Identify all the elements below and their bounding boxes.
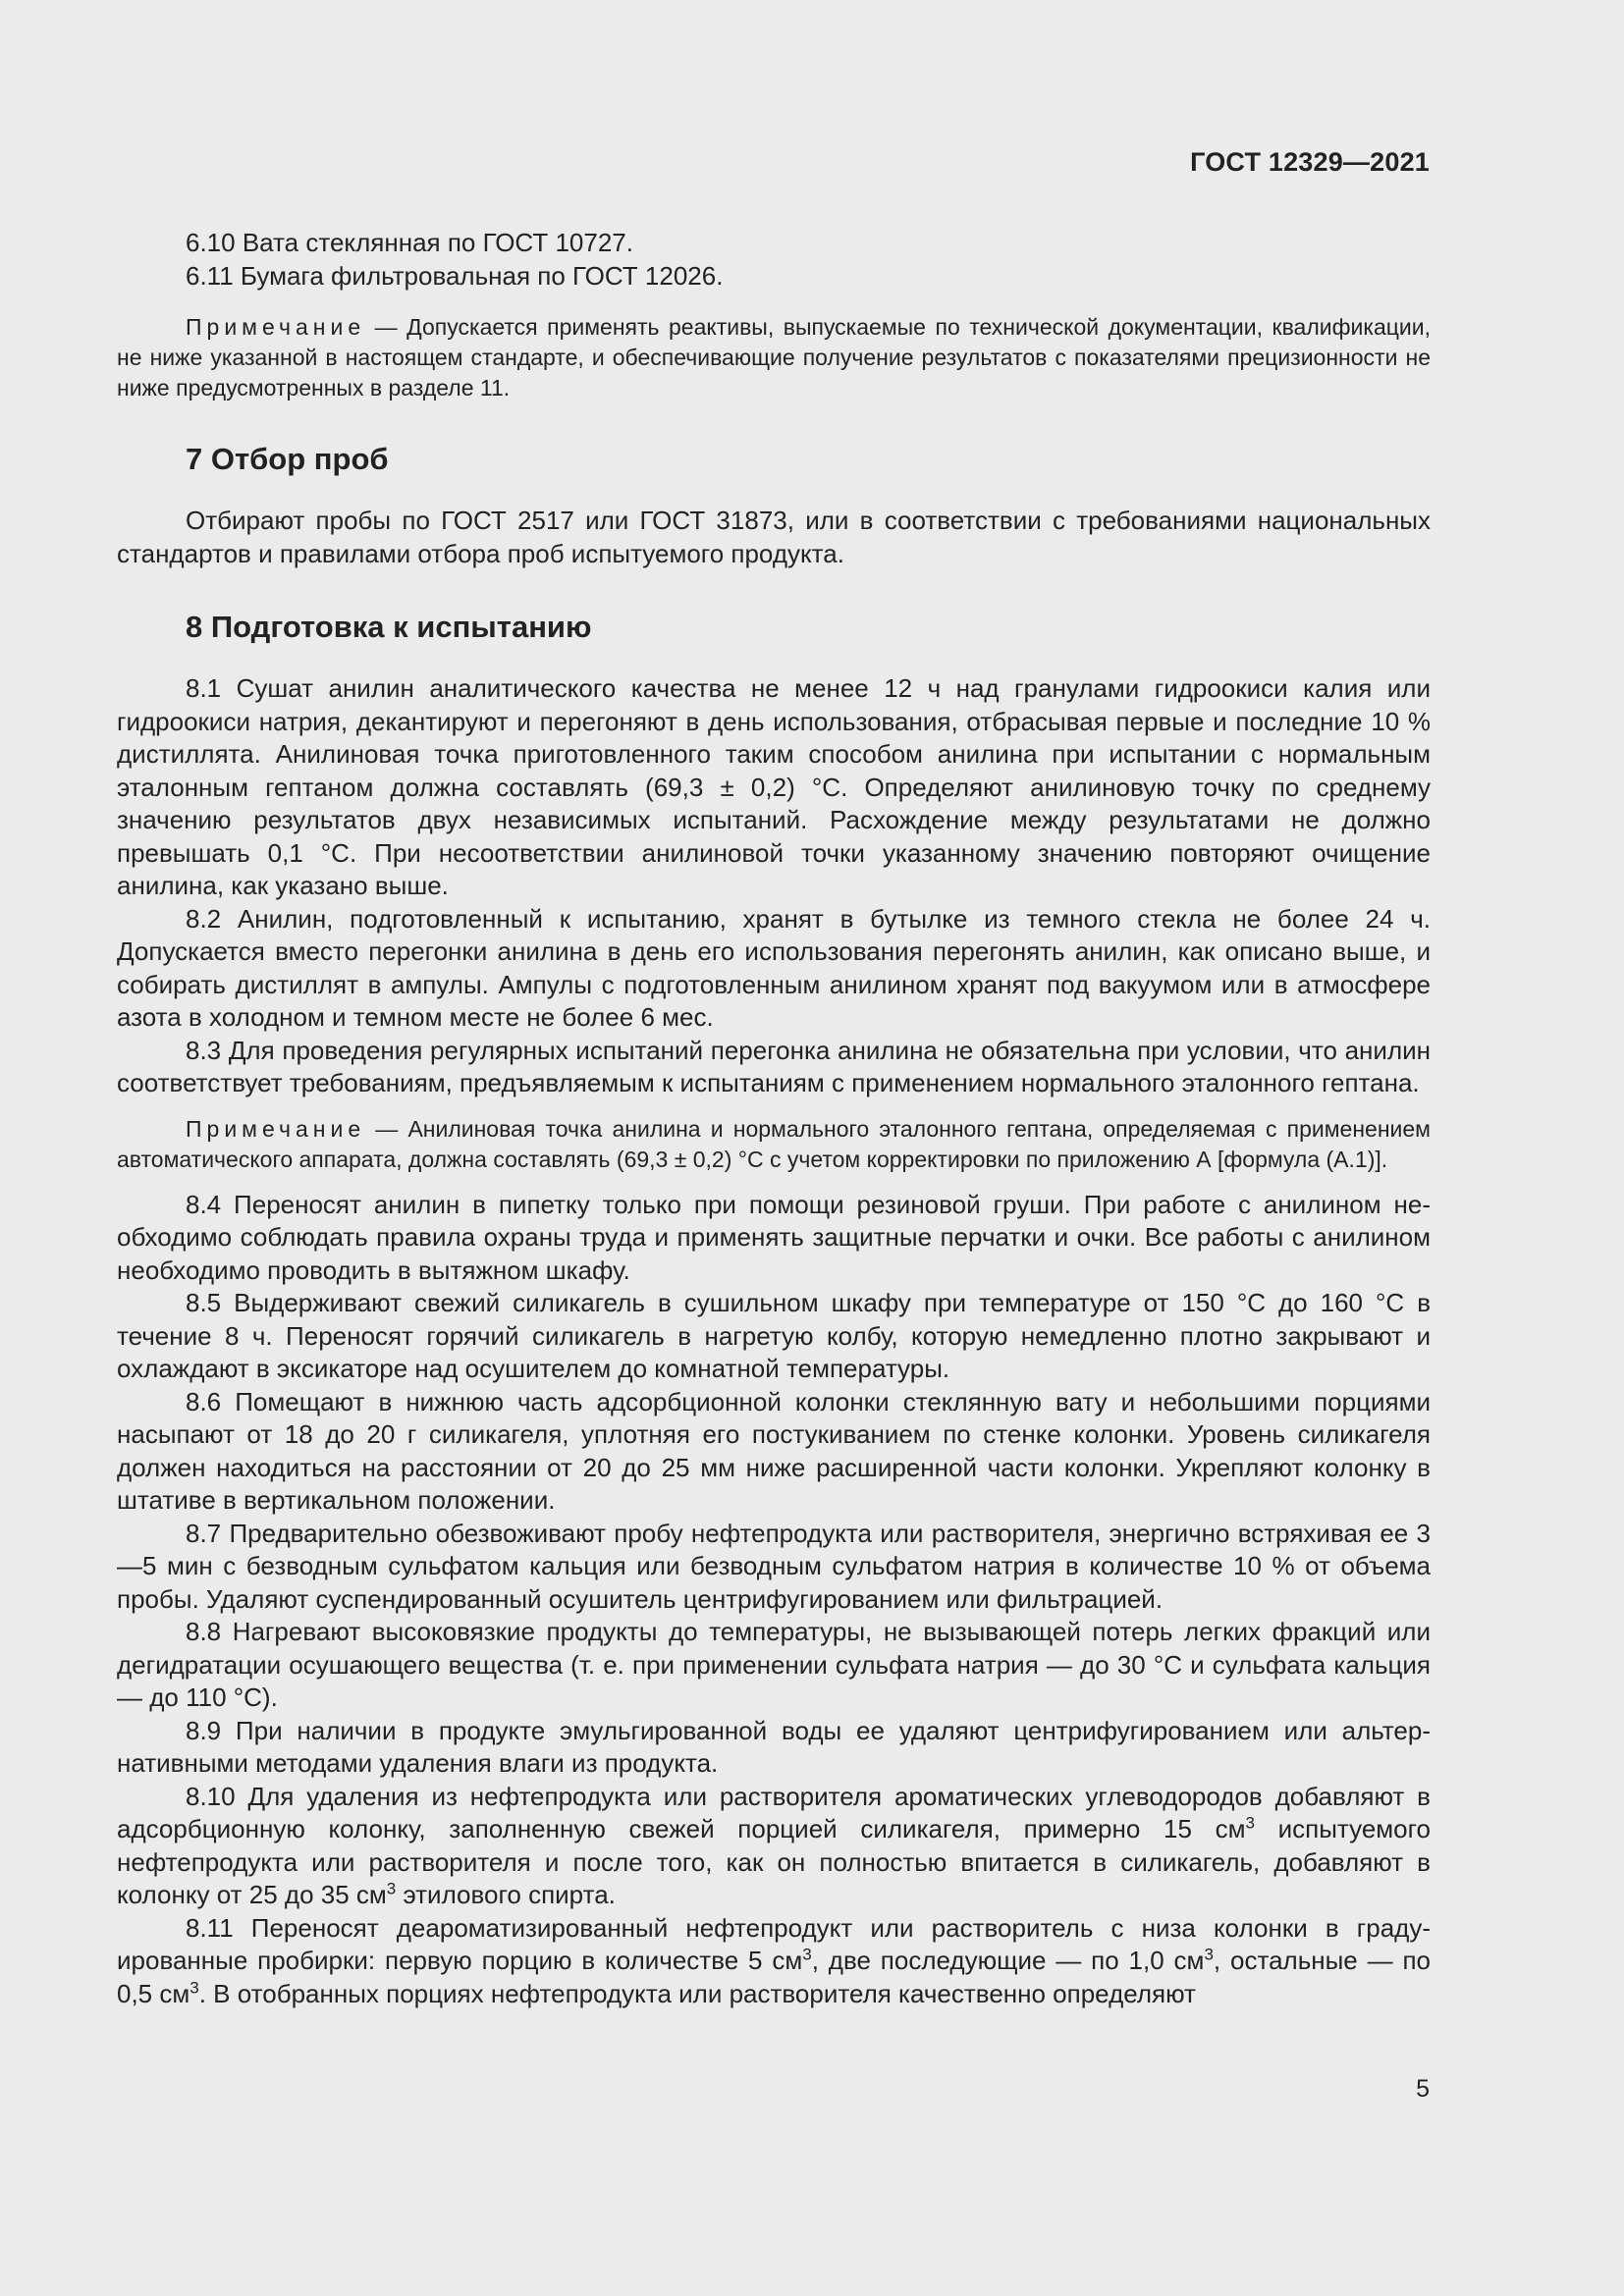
materials-list bbox=[117, 226, 1431, 293]
paragraph-8-11: 8.11 Переносят деароматизированный нефтепродукт или растворитель с низа колонки в градуированные пробирки: первую порцию в количестве 5 $см^3$, две последующие — по 1,0 $см^3$, остальные — по 0,5 $см^3$. В отобранных порциях нефтепродукта или растворителя качественно определяют bbox=[117, 1912, 1431, 2008]
paragraph-8-1: 8.1 Сушат анилин аналитического качества не менее 12 ч над гранулами гидроокиси калия или гидроокиси натрия, декантируют и перегоняют в день использования, отбрасывая первые и последние 10 % дистиллята. Анилиновая точка приготовленного таким способом анилина при испытании с нормальным эталонным гептаном должна составлять (69,3 ± 0,2) °C. Определяют анилиновую точку по среднему значению результатов двух независимых испытаний. Расхождение между результатами не должно превышать 0,1 °C. При несоответствии анилиновой точки указанному значению повторяют очищение анилина, как указано выше. bbox=[117, 673, 1431, 900]
paragraph-8-8: 8.8 Нагревают высоковязкие продукты до температуры, не вызывающей потерь легких фракций или дегидратации осушающего вещества (т. е. при применении сульфата натрия — до 30 °C и сульфата кальция — до 110 °C). bbox=[117, 1617, 1431, 1712]
page-number: 5 bbox=[1416, 2075, 1430, 2103]
list-item: 6.11 Бумага фильтровальная по ГОСТ 12026. bbox=[186, 261, 724, 291]
paragraph-8-6: 8.6 Помещают в нижнюю часть адсорбционной колонки стеклянную вату и небольшими порциями насыпают от 18 до 20 г силикагеля, уплотняя его постукиванием по стенке колонки. Уровень силикагеля должен находиться на расстоянии от 20 до 25 мм ниже расширенной части колонки. Укрепляют колонку в штативе в вертикальном положении. bbox=[117, 1386, 1431, 1515]
paragraph-8-4: 8.4 Переносят анилин в пипетку только при помощи резиновой груши. При работе с анилином необходимо соблюдать правила охраны труда и применять защитные перчатки и очки. Все работы с анилином необходимо проводить в вытяжном шкафу. bbox=[117, 1189, 1431, 1285]
list-item: 6.10 Вата стеклянная по ГОСТ 10727. bbox=[186, 228, 633, 257]
paragraph-8-10: 8.10 Для удаления из нефтепродукта или растворителя ароматических углеводородов добавляют в адсорбционную колонку, заполненную свежей порцией силикагеля, примерно 15 $см^3$ испытуемого нефтепродукта или растворителя и после того, как он полностью впитается в силикагель, добавляют в колонку от 25 до 35 $см^3$ этилового спирта. bbox=[117, 1781, 1431, 1909]
note-text: Анилиновая точка анилина и нормального эталонного гептана, определяемая с применением автоматического аппарата, должна составлять (69,3 ± 0,2) °C с учетом корректировки по приложению А [формула (А.1)]. bbox=[117, 1115, 1431, 1172]
note: Примечание — Допускается применять реактивы, выпускаемые по технической документации, квалификации, не ниже указанной в настоящем стандарте, и обеспечивающие получение результатов с показателями прецизионности не ниже предусмотренных в разделе 11. bbox=[117, 314, 1431, 400]
note: Примечание — Анилиновая точка анилина и нормального эталонного гептана, определяемая с применением автоматического аппарата, должна составлять (69,3 ± 0,2) °C с учетом корректировки по приложению А [формула (А.1)]. bbox=[117, 1115, 1431, 1172]
page-content bbox=[117, 226, 1431, 2010]
paragraph-8-9: 8.9 При наличии в продукте эмульгированной воды ее удаляют центрифугированием или альтернативными методами удаления влаги из продукта. bbox=[117, 1715, 1431, 1778]
note-text: Допускается применять реактивы, выпускаемые по технической документации, квалификации, не ниже указанной в настоящем стандарте, и обеспечивающие получение результатов с показателями прецизионности не ниже предусмотренных в разделе 11. bbox=[117, 314, 1431, 400]
section-8-heading: 8 Подготовка к испытанию bbox=[186, 610, 592, 644]
paragraph-8-7: 8.7 Предварительно обезвоживают пробу нефтепродукта или растворителя, энергично встряхивая ее 3—5 мин с безводным сульфатом кальция или безводным сульфатом натрия в количестве 10 % от объема пробы. Удаляют суспендированный осушитель центрифугированием или фильтрацией. bbox=[117, 1518, 1431, 1614]
note-label: Примечание bbox=[186, 1115, 366, 1142]
paragraph-8-3: 8.3 Для проведения регулярных испытаний перегонка анилина не обязательна при условии, что анилин соответствует требованиям, предъявляемым к испытаниям с применением нормального эталонного гептана. bbox=[117, 1035, 1431, 1097]
paragraph-8-2: 8.2 Анилин, подготовленный к испытанию, хранят в бутылке из темного стекла не более 24 ч. Допускается вместо перегонки анилина в день его использования перегонять анилин, как описано выше, и собирать дистиллят в ампулы. Ампулы с подготовленным анилином хранят под вакуумом или в атмосфере азота в холодном и темном месте не более 6 мес. bbox=[117, 903, 1431, 1032]
paragraph: Отбирают пробы по ГОСТ 2517 или ГОСТ 31873, или в соответствии с требованиями национальных стандартов и правилами отбора проб испытуемого продукта. bbox=[117, 506, 1431, 568]
section-7-heading: 7 Отбор проб bbox=[186, 442, 389, 476]
document-code: ГОСТ 12329—2021 bbox=[1190, 147, 1430, 177]
note-label: Примечание bbox=[186, 314, 366, 340]
paragraph-8-5: 8.5 Выдерживают свежий силикагель в сушильном шкафу при температуре от 150 °C до 160 °C в течение 8 ч. Переносят горячий силикагель в нагретую колбу, которую немедленно плотно закрывают и охлаждают в эксикаторе над осушителем до комнатной температуры. bbox=[117, 1288, 1431, 1383]
